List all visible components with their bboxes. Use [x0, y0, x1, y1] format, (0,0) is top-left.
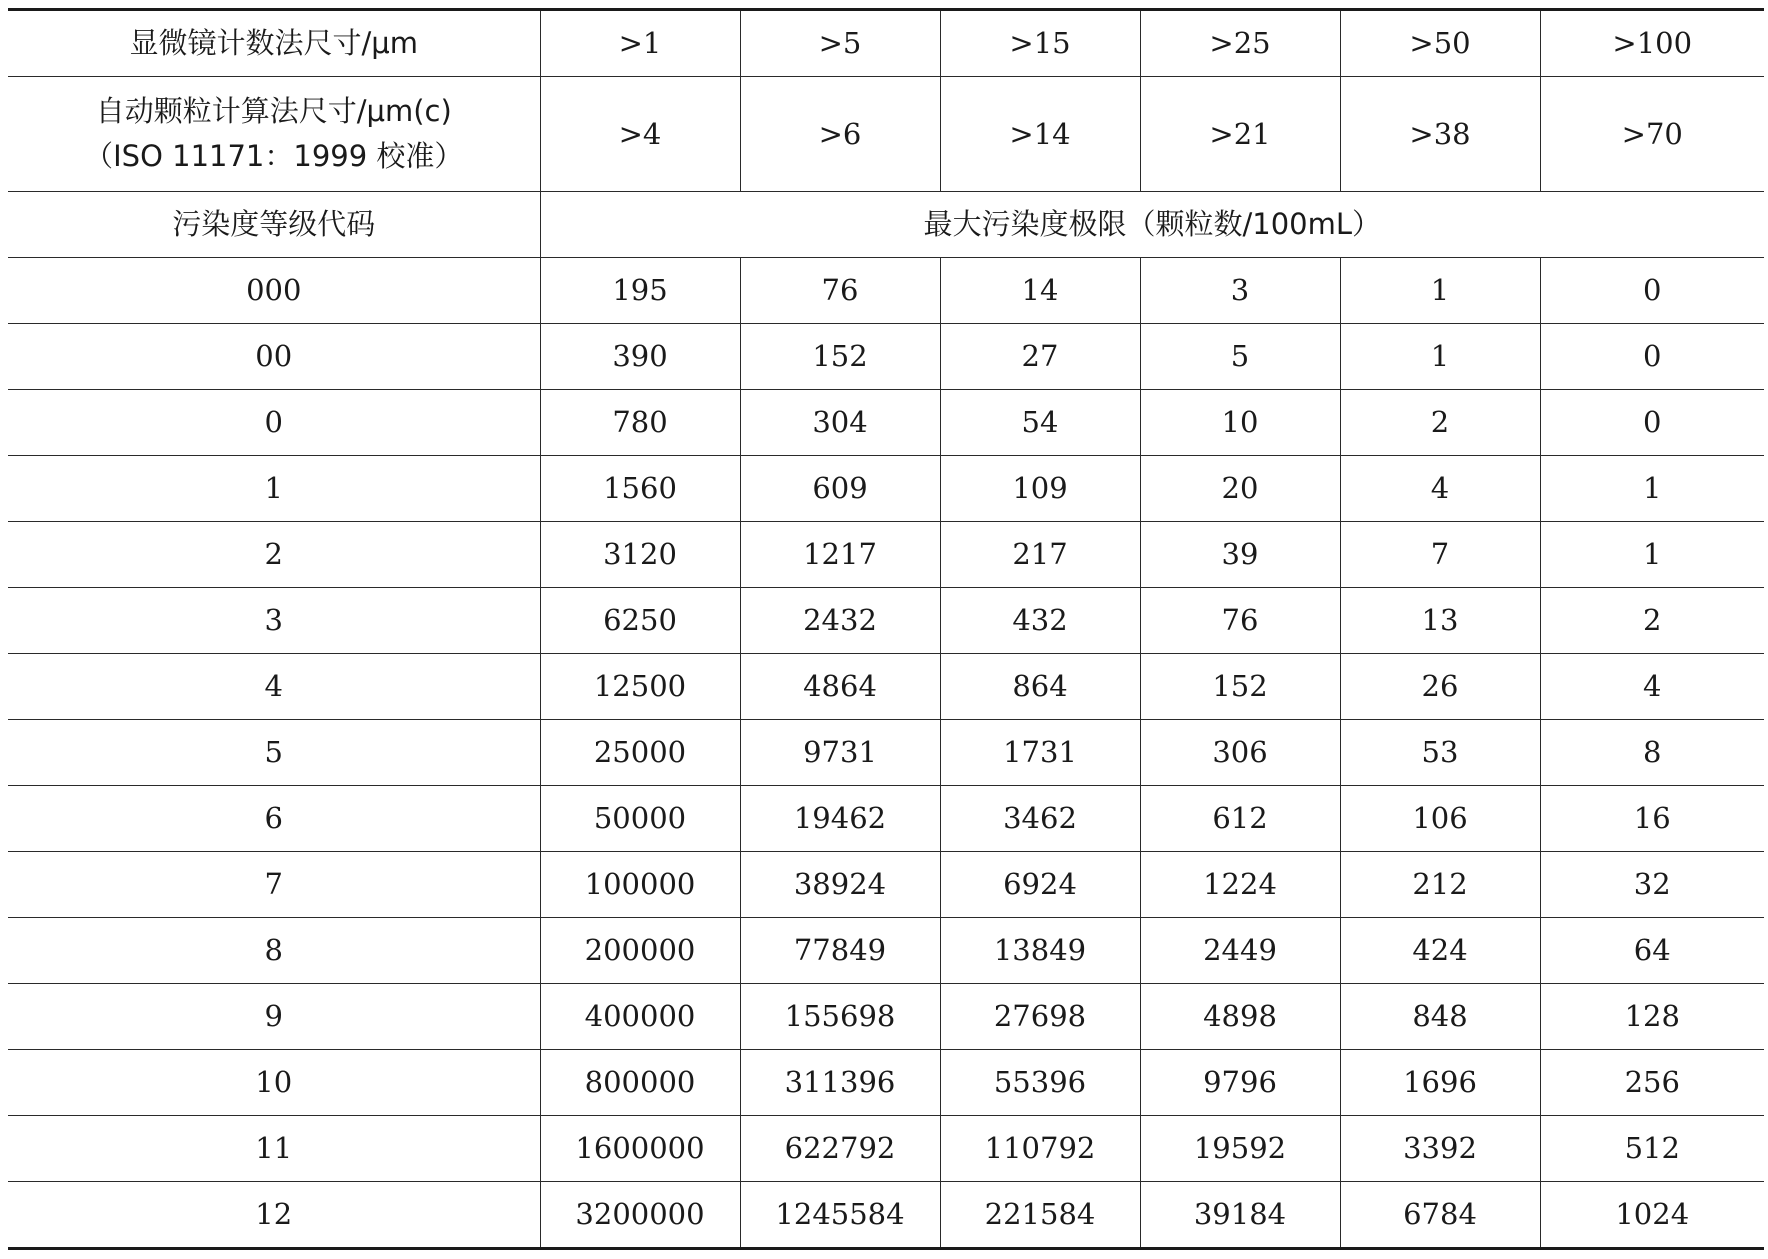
table-row	[8, 258, 1764, 324]
level-code-cell: 00	[8, 324, 540, 390]
auto-particle-size-label	[8, 77, 540, 192]
particle-count-cell: 2432	[740, 588, 940, 654]
particle-count-cell: 780	[540, 390, 740, 456]
particle-count-cell: 400000	[540, 984, 740, 1050]
particle-count-cell: 16	[1540, 786, 1764, 852]
particle-count-cell: 1731	[940, 720, 1140, 786]
particle-count-cell: 1600000	[540, 1116, 740, 1182]
particle-count-cell: 3392	[1340, 1116, 1540, 1182]
table-row	[8, 1116, 1764, 1182]
level-code-cell: 10	[8, 1050, 540, 1116]
particle-count-cell: 53	[1340, 720, 1540, 786]
particle-count-cell: 27	[940, 324, 1140, 390]
particle-count-cell: 1024	[1540, 1182, 1764, 1249]
table-row	[8, 984, 1764, 1050]
level-code-heading: 污染度等级代码	[8, 192, 540, 258]
particle-count-cell: 32	[1540, 852, 1764, 918]
table-row	[8, 1050, 1764, 1116]
particle-count-cell: 512	[1540, 1116, 1764, 1182]
microscope-size-cell: >25	[1140, 10, 1340, 77]
table-row	[8, 720, 1764, 786]
particle-count-cell: 1560	[540, 456, 740, 522]
level-code-cell: 000	[8, 258, 540, 324]
level-code-cell: 9	[8, 984, 540, 1050]
particle-count-cell: 848	[1340, 984, 1540, 1050]
particle-count-cell: 14	[940, 258, 1140, 324]
particle-count-cell: 4	[1540, 654, 1764, 720]
table-row	[8, 852, 1764, 918]
particle-count-cell: 6924	[940, 852, 1140, 918]
auto-particle-size-cell: >21	[1140, 77, 1340, 192]
particle-count-cell: 13	[1340, 588, 1540, 654]
table-row	[8, 918, 1764, 984]
particle-count-cell: 1245584	[740, 1182, 940, 1249]
particle-count-cell: 64	[1540, 918, 1764, 984]
particle-count-cell: 4	[1340, 456, 1540, 522]
level-code-cell: 3	[8, 588, 540, 654]
auto-particle-size-cell: >14	[940, 77, 1140, 192]
particle-count-cell: 27698	[940, 984, 1140, 1050]
particle-count-cell: 13849	[940, 918, 1140, 984]
level-code-cell: 6	[8, 786, 540, 852]
microscope-size-label: 显微镜计数法尺寸/μm	[8, 10, 540, 77]
particle-count-cell: 1217	[740, 522, 940, 588]
auto-particle-size-cell: >38	[1340, 77, 1540, 192]
particle-count-cell: 76	[740, 258, 940, 324]
particle-count-cell: 100000	[540, 852, 740, 918]
particle-count-cell: 10	[1140, 390, 1340, 456]
particle-count-cell: 5	[1140, 324, 1340, 390]
particle-count-cell: 4864	[740, 654, 940, 720]
particle-count-cell: 19462	[740, 786, 940, 852]
max-contamination-heading: 最大污染度极限（颗粒数/100mL）	[540, 192, 1764, 258]
column-heading-row	[8, 192, 1764, 258]
particle-count-cell: 6784	[1340, 1182, 1540, 1249]
particle-count-cell: 311396	[740, 1050, 940, 1116]
contamination-level-table	[8, 8, 1764, 1250]
particle-count-cell: 0	[1540, 390, 1764, 456]
particle-count-cell: 800000	[540, 1050, 740, 1116]
table-row	[8, 522, 1764, 588]
particle-count-cell: 424	[1340, 918, 1540, 984]
particle-count-cell: 39184	[1140, 1182, 1340, 1249]
level-code-cell: 4	[8, 654, 540, 720]
particle-count-cell: 390	[540, 324, 740, 390]
particle-count-cell: 0	[1540, 258, 1764, 324]
table-row	[8, 456, 1764, 522]
table-row	[8, 390, 1764, 456]
particle-count-cell: 3	[1140, 258, 1340, 324]
microscope-size-cell: >15	[940, 10, 1140, 77]
level-code-cell: 12	[8, 1182, 540, 1249]
particle-count-cell: 12500	[540, 654, 740, 720]
particle-count-cell: 55396	[940, 1050, 1140, 1116]
microscope-size-row	[8, 10, 1764, 77]
particle-count-cell: 306	[1140, 720, 1340, 786]
particle-count-cell: 1	[1340, 258, 1540, 324]
particle-count-cell: 9796	[1140, 1050, 1340, 1116]
particle-count-cell: 152	[1140, 654, 1340, 720]
particle-count-cell: 76	[1140, 588, 1340, 654]
particle-count-cell: 1224	[1140, 852, 1340, 918]
microscope-size-cell: >50	[1340, 10, 1540, 77]
particle-count-cell: 50000	[540, 786, 740, 852]
auto-particle-size-cell: >70	[1540, 77, 1764, 192]
particle-count-cell: 2	[1340, 390, 1540, 456]
table-row	[8, 654, 1764, 720]
particle-count-cell: 1	[1340, 324, 1540, 390]
particle-count-cell: 217	[940, 522, 1140, 588]
particle-count-cell: 152	[740, 324, 940, 390]
particle-count-cell: 195	[540, 258, 740, 324]
particle-count-cell: 110792	[940, 1116, 1140, 1182]
particle-count-cell: 109	[940, 456, 1140, 522]
particle-count-cell: 612	[1140, 786, 1340, 852]
particle-count-cell: 212	[1340, 852, 1540, 918]
particle-count-cell: 1696	[1340, 1050, 1540, 1116]
particle-count-cell: 432	[940, 588, 1140, 654]
particle-count-cell: 155698	[740, 984, 940, 1050]
auto-particle-size-label-line2: （ISO 11171：1999 校准）	[84, 139, 464, 173]
level-code-cell: 11	[8, 1116, 540, 1182]
particle-count-cell: 256	[1540, 1050, 1764, 1116]
auto-particle-size-cell: >6	[740, 77, 940, 192]
particle-count-cell: 622792	[740, 1116, 940, 1182]
particle-count-cell: 3200000	[540, 1182, 740, 1249]
particle-count-cell: 3462	[940, 786, 1140, 852]
level-code-cell: 7	[8, 852, 540, 918]
level-code-cell: 2	[8, 522, 540, 588]
particle-count-cell: 221584	[940, 1182, 1140, 1249]
particle-count-cell: 200000	[540, 918, 740, 984]
level-code-cell: 8	[8, 918, 540, 984]
table-row	[8, 588, 1764, 654]
particle-count-cell: 106	[1340, 786, 1540, 852]
particle-count-cell: 609	[740, 456, 940, 522]
table-row	[8, 1182, 1764, 1249]
particle-count-cell: 7	[1340, 522, 1540, 588]
particle-count-cell: 0	[1540, 324, 1764, 390]
microscope-size-cell: >1	[540, 10, 740, 77]
particle-count-cell: 19592	[1140, 1116, 1340, 1182]
contamination-table-container	[8, 8, 1764, 1250]
particle-count-cell: 2449	[1140, 918, 1340, 984]
particle-count-cell: 4898	[1140, 984, 1340, 1050]
particle-count-cell: 864	[940, 654, 1140, 720]
particle-count-cell: 8	[1540, 720, 1764, 786]
particle-count-cell: 26	[1340, 654, 1540, 720]
particle-count-cell: 20	[1140, 456, 1340, 522]
particle-count-cell: 38924	[740, 852, 940, 918]
level-code-cell: 5	[8, 720, 540, 786]
auto-particle-size-label-line1: 自动颗粒计算法尺寸/μm(c)	[95, 94, 452, 129]
auto-particle-size-cell: >4	[540, 77, 740, 192]
level-code-cell: 0	[8, 390, 540, 456]
microscope-size-cell: >100	[1540, 10, 1764, 77]
particle-count-cell: 77849	[740, 918, 940, 984]
microscope-size-cell: >5	[740, 10, 940, 77]
particle-count-cell: 1	[1540, 522, 1764, 588]
particle-count-cell: 6250	[540, 588, 740, 654]
particle-count-cell: 2	[1540, 588, 1764, 654]
particle-count-cell: 304	[740, 390, 940, 456]
particle-count-cell: 128	[1540, 984, 1764, 1050]
particle-count-cell: 3120	[540, 522, 740, 588]
particle-count-cell: 54	[940, 390, 1140, 456]
table-row	[8, 324, 1764, 390]
level-code-cell: 1	[8, 456, 540, 522]
particle-count-cell: 9731	[740, 720, 940, 786]
auto-particle-size-row	[8, 77, 1764, 192]
table-row	[8, 786, 1764, 852]
particle-count-cell: 25000	[540, 720, 740, 786]
particle-count-cell: 39	[1140, 522, 1340, 588]
particle-count-cell: 1	[1540, 456, 1764, 522]
